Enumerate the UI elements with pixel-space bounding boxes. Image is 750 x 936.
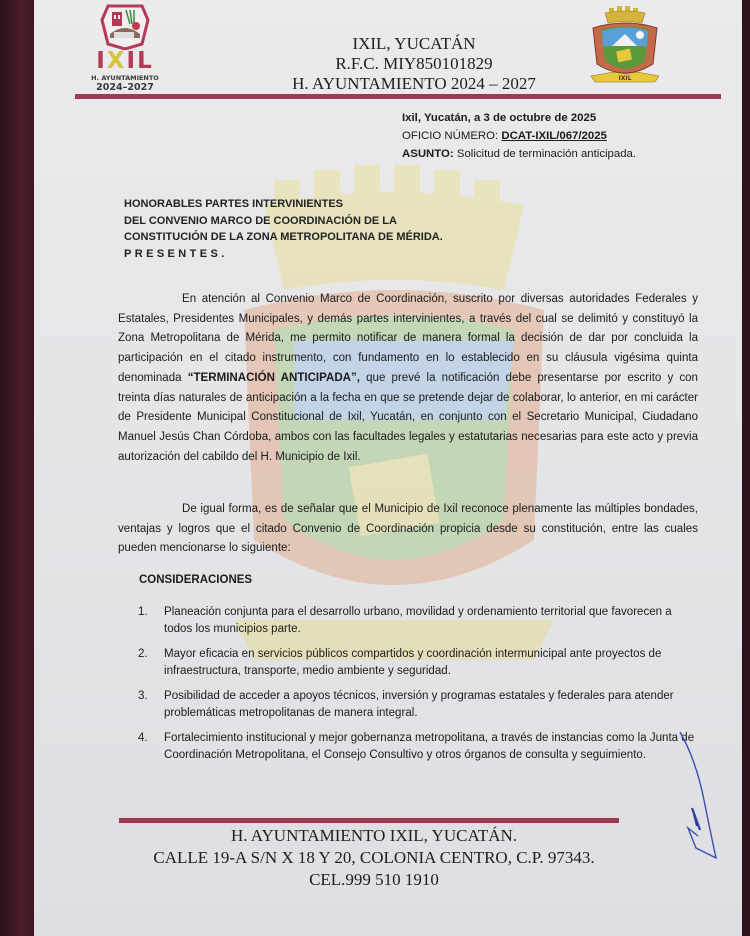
background-surface-left	[0, 0, 36, 936]
list-item-text: Posibilidad de acceder a apoyos técnicos, inversión y programas estatales y federales para atender problemáticas metropolitanas de manera integral.	[164, 690, 674, 719]
crown-icon	[605, 6, 645, 23]
oficio-value: DCAT-IXIL/067/2025	[501, 130, 607, 142]
list-item	[134, 688, 699, 721]
oficio-label: OFICIO NÚMERO:	[402, 130, 499, 142]
list-item-number: 3.	[138, 690, 148, 702]
subject-value: Solicitud de terminación anticipada.	[456, 148, 637, 160]
list-item-number: 1.	[138, 606, 148, 618]
place-date: Ixil, Yucatán, a 3 de octubre de 2025	[402, 112, 597, 124]
paragraph-text: De igual forma, es de señalar que el Municipio de Ixil reconoce plenamente las múltiples bondades, ventajas y logros que el citado Convenio de Coordinación propicia desde su constitución, entre las cuales pueden mencionarse lo siguiente:	[118, 503, 698, 555]
paragraph-text: que prevé la notificación debe presentarse por escrito y con treinta días naturales de anticipación a la fecha en que se pretende dejar de colaborar, lo anterior, en mi carácter de Presidente Municipal Constitucional de Ixil, Yucatán, en conjunto con el Secretario Municipal, Ciudadano Manuel Jesús Chan Córdoba, ambos con las facultades legales y estatutarias necesarias para este acto y previa autorización del cabildo del H. Municipio de Ixil.	[118, 371, 698, 463]
paragraph-text: En atención al Convenio Marco de Coordinación, suscrito por diversas autoridades Federales y Estatales, Presidentes Municipales, y demás partes intervinientes, a través del cual se delimitó y constituyó la Zona Metropolitana de Mérida, me permito notificar de manera formal la decisión de dar por concluida la participación en el citado instrumento, con fundamento en lo establecido en su cláusula vigésima quinta denominada	[118, 293, 698, 384]
list-item-text: Planeación conjunta para el desarrollo urbano, movilidad y ordenamiento territorial que favorecen a todos los municipios parte.	[164, 606, 672, 635]
coat-banner-text: IXIL	[618, 75, 632, 82]
letterhead-line-municipality: IXIL, YUCATÁN	[352, 34, 476, 53]
considerations-list	[134, 604, 699, 772]
footer-divider	[119, 818, 619, 823]
reference-block	[402, 109, 722, 163]
list-item	[134, 604, 699, 637]
footer-line-phone: CEL.999 510 1910	[309, 870, 439, 889]
letterhead-line-rfc: R.F.C. MIY850101829	[335, 54, 493, 73]
letterhead-line-ayuntamiento: H. AYUNTAMIENTO 2024 – 2027	[292, 74, 536, 93]
list-item-text: Mayor eficacia en servicios públicos compartidos y coordinación intermunicipal ante proyectos de infraestructura, transporte, medio ambiente y seguridad.	[164, 648, 662, 677]
header-divider	[75, 94, 721, 99]
footer-address	[94, 825, 654, 891]
footer-line-address: CALLE 19-A S/N X 18 Y 20, COLONIA CENTRO, C.P. 97343.	[153, 848, 595, 867]
logo-period: 2024–2027	[96, 82, 154, 93]
municipality-logo	[84, 4, 166, 94]
presentes-line: PRESENTES.	[124, 247, 228, 260]
handwritten-signature	[674, 730, 724, 865]
addressee-block	[124, 196, 544, 262]
coat-of-arms-logo	[587, 6, 663, 88]
footer-line-ayuntamiento: H. AYUNTAMIENTO IXIL, YUCATÁN.	[230, 826, 518, 845]
body-paragraph-1	[118, 290, 698, 467]
subject-line	[402, 145, 722, 163]
list-item-number: 2.	[138, 648, 148, 660]
clause-name: “TERMINACIÓN ANTICIPADA”,	[187, 371, 360, 384]
subject-label: ASUNTO:	[402, 148, 454, 160]
list-item-number: 4.	[138, 732, 148, 744]
addressee-line: CONSTITUCIÓN DE LA ZONA METROPOLITANA DE MÉRIDA.	[124, 231, 443, 243]
list-item-text: Fortalecimiento institucional y mejor gobernanza metropolitana, a través de instancias como la Junta de Coordinación Metropolitana, el Consejo Consultivo y otros órganos de consulta y seguimiento.	[164, 732, 695, 761]
list-item	[134, 646, 699, 679]
body-paragraph-2	[118, 500, 698, 559]
letterhead-title	[214, 34, 614, 94]
addressee-line: DEL CONVENIO MARCO DE COORDINACIÓN DE LA	[124, 214, 397, 227]
brand-wordmark: IXIL	[96, 48, 154, 74]
list-item	[134, 730, 699, 763]
addressee-line: HONORABLES PARTES INTERVINIENTES	[124, 198, 344, 210]
document-page	[34, 0, 742, 936]
building-emblem-icon	[100, 4, 150, 50]
oficio-number-line	[402, 127, 722, 145]
logo-subtitle: H. AYUNTAMIENTO	[91, 74, 159, 82]
considerations-heading: CONSIDERACIONES	[139, 574, 253, 586]
